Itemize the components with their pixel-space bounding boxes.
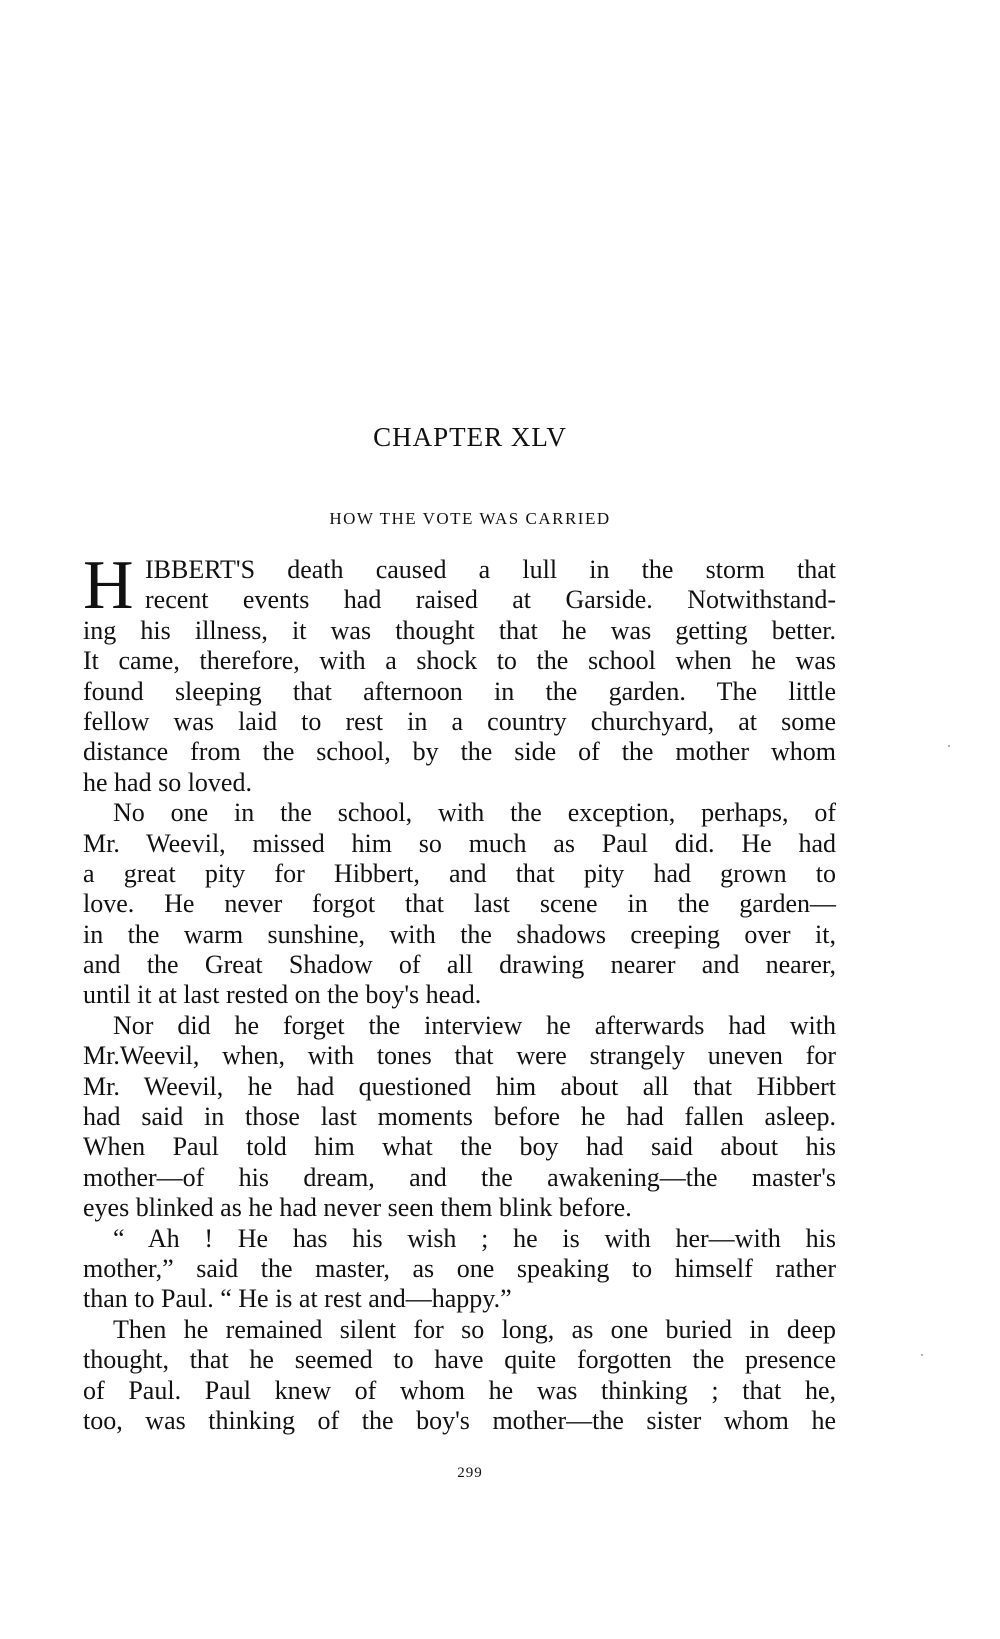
text-line: too, was thinking of the boy's mother—the sister whom he bbox=[83, 1405, 836, 1435]
text-line: than to Paul. “ He is at rest and—happy.” bbox=[83, 1284, 512, 1314]
chapter-title: CHAPTER XLV bbox=[373, 422, 567, 452]
text-line: found sleeping that afternoon in the garden. The little bbox=[83, 676, 836, 706]
text-line: fellow was laid to rest in a country churchyard, at some bbox=[83, 706, 836, 736]
text-line: distance from the school, by the side of the mother whom bbox=[83, 737, 836, 767]
drop-cap: H bbox=[83, 547, 134, 624]
text-line: and the Great Shadow of all drawing nearer and nearer, bbox=[83, 950, 836, 980]
text-line: Mr. Weevil, he had questioned him about all that Hibbert bbox=[83, 1071, 836, 1101]
text-line: mother—of his dream, and the awakening—the master's bbox=[83, 1162, 836, 1192]
text-line: Mr.Weevil, when, with tones that were strangely uneven for bbox=[83, 1041, 836, 1071]
chapter-subtitle: HOW THE VOTE WAS CARRIED bbox=[329, 509, 611, 528]
text-line: in the warm sunshine, with the shadows creeping over it, bbox=[83, 919, 836, 949]
text-line: Then he remained silent for so long, as one buried in deep bbox=[113, 1314, 836, 1344]
text-line: love. He never forgot that last scene in the garden— bbox=[83, 889, 836, 919]
text-line: thought, that he seemed to have quite forgotten the presence bbox=[83, 1345, 836, 1375]
text-line: No one in the school, with the exception, perhaps, of bbox=[113, 798, 836, 828]
page-number: 299 bbox=[457, 1465, 483, 1481]
text-line: IBBERT'S death caused a lull in the storm that bbox=[145, 555, 836, 584]
text-line: ing his illness, it was thought that he was getting better. bbox=[83, 615, 836, 645]
text-line: until it at last rested on the boy's head. bbox=[83, 980, 482, 1010]
text-line: of Paul. Paul knew of whom he was thinking ; that he, bbox=[83, 1375, 836, 1405]
margin-speck bbox=[948, 745, 950, 747]
text-line: Nor did he forget the interview he afterwards had with bbox=[113, 1010, 836, 1040]
text-line: a great pity for Hibbert, and that pity had grown to bbox=[83, 858, 836, 888]
text-line: Mr. Weevil, missed him so much as Paul did. He had bbox=[83, 828, 836, 858]
text-line: It came, therefore, with a shock to the school when he was bbox=[83, 646, 836, 676]
text-line: he had so loved. bbox=[83, 767, 252, 797]
text-line: mother,” said the master, as one speaking to himself rather bbox=[83, 1253, 836, 1283]
body-text bbox=[83, 547, 836, 1436]
text-line: When Paul told him what the boy had said about his bbox=[83, 1132, 836, 1162]
text-line: recent events had raised at Garside. Notwithstand- bbox=[145, 585, 836, 615]
text-line: had said in those last moments before he had fallen asleep. bbox=[83, 1102, 836, 1132]
text-line: eyes blinked as he had never seen them blink before. bbox=[83, 1193, 632, 1223]
margin-speck bbox=[921, 1354, 923, 1356]
text-line: “ Ah ! He has his wish ; he is with her—with his bbox=[113, 1223, 836, 1253]
